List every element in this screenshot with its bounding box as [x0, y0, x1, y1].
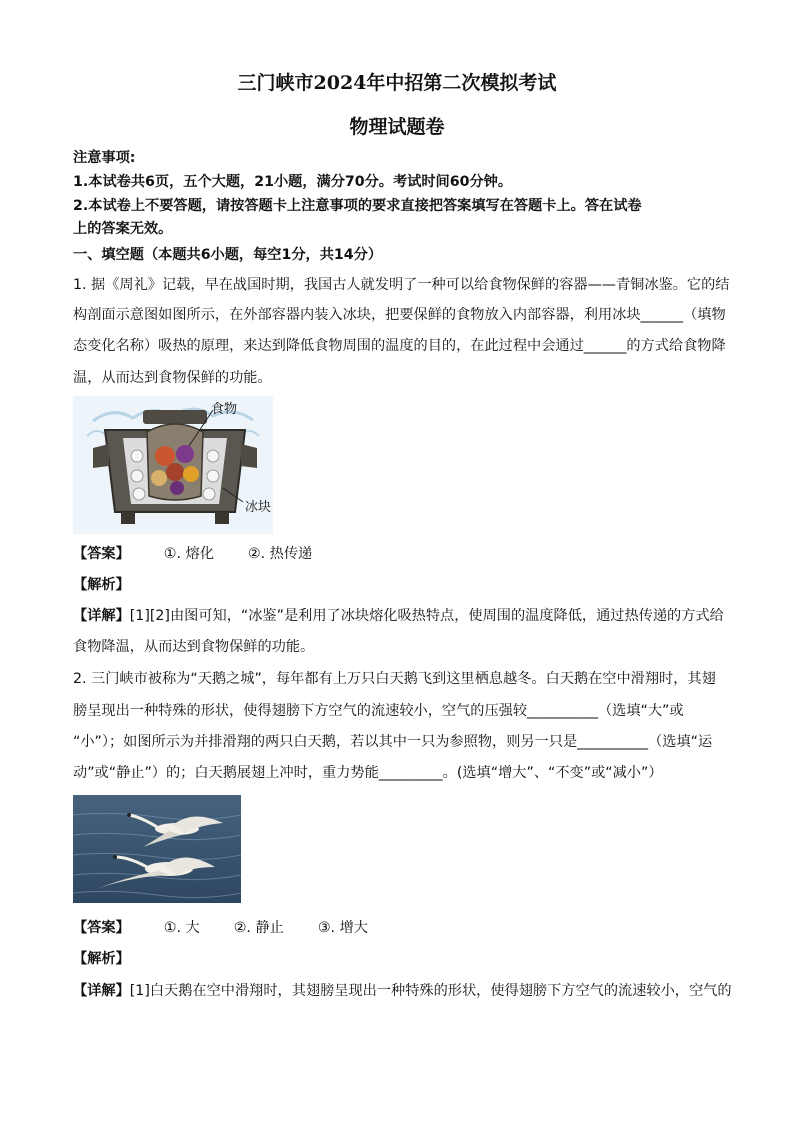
- q1-detail-text-1: [1][2]由图可知，“冰鉴”是利用了冰块熔化吸热特点，使周围的温度降低，通过热传递的方式给: [129, 608, 724, 624]
- q2-detail-text-1: [1]白天鹅在空中滑翔时，其翅膀呈现出一种特殊的形状，使得翅膀下方空气的流速较小，空气的: [129, 983, 732, 999]
- q2-answer-row: [73, 918, 733, 938]
- q2-line-1: 2. 三门峡市被称为“天鹅之城”，每年都有上万只白天鹅飞到这里栖息越冬。白天鹅在空中滑翔时，其翅: [73, 671, 716, 687]
- two-swans-flying-illustration: [73, 795, 241, 903]
- q1-answer-1: ①. 熔化: [163, 546, 214, 562]
- answer-tag: 【答案】: [73, 546, 130, 562]
- q2-line-4: 动”或“静止”）的；白天鹅展翅上冲时，重力势能_________。(选填“增大”、“不变”或“减小”）: [73, 765, 663, 781]
- exam-title: 三门峡市2024年中招第二次模拟考试: [237, 72, 557, 94]
- q2-answer-2: ②. 静止: [233, 920, 284, 936]
- q2-answer-1: ①. 大: [163, 920, 200, 936]
- q1-line-1: 1. 据《周礼》记载，早在战国时期，我国古人就发明了一种可以给食物保鲜的容器——青铜冰鉴。它的结: [73, 277, 730, 293]
- q1-detail-line-1: [73, 606, 733, 626]
- exam-subtitle: 物理试题卷: [349, 116, 445, 138]
- notes-item-2-line-1: 2.本试卷上不要答题，请按答题卡上注意事项的要求直接把答案填写在答题卡上。答在试卷: [73, 198, 642, 214]
- q1-detail-line-2: 食物降温，从而达到食物保鲜的功能。: [73, 639, 315, 655]
- q1-line-4: 温，从而达到食物保鲜的功能。: [73, 370, 272, 386]
- q1-line-3: 态变化名称）吸热的原理，来达到降低食物周围的温度的目的，在此过程中会通过______的方式给食物降: [73, 338, 726, 354]
- swans-photo: [73, 795, 241, 903]
- detail-tag: 【详解】: [73, 608, 130, 624]
- q1-line-2: 构剖面示意图如图所示，在外部容器内装入冰块，把要保鲜的食物放入内部容器，利用冰块______（填物: [73, 307, 726, 323]
- notes-item-1: 1.本试卷共6页，五个大题，21小题，满分70分。考试时间60分钟。: [73, 174, 513, 190]
- notes-heading: 注意事项:: [73, 150, 136, 166]
- answer-tag: 【答案】: [73, 920, 130, 936]
- bronze-ice-vessel-figure: [73, 396, 273, 534]
- q2-line-3: “小”）；如图所示为并排滑翔的两只白天鹅，若以其中一只为参照物，则另一只是__________（选填“运: [73, 734, 713, 750]
- q1-answer-row: [73, 544, 733, 564]
- q2-detail-line-1: [73, 981, 733, 1001]
- section-heading: 一、填空题（本题共6小题，每空1分，共14分）: [73, 247, 383, 263]
- q1-analysis-tag: 【解析】: [73, 577, 130, 593]
- q1-answer-2: ②. 热传递: [247, 546, 313, 562]
- q2-answer-3: ③. 增大: [317, 920, 368, 936]
- figure-label-food: 食物: [211, 402, 238, 417]
- detail-tag: 【详解】: [73, 983, 130, 999]
- bronze-ice-vessel-illustration: [73, 396, 273, 534]
- q2-line-2: 膀呈现出一种特殊的形状，使得翅膀下方空气的流速较小，空气的压强较__________（选填“大”或: [73, 703, 684, 719]
- figure-label-ice: 冰块: [245, 500, 272, 515]
- notes-item-2-line-2: 上的答案无效。: [73, 221, 173, 237]
- q2-analysis-tag: 【解析】: [73, 951, 130, 967]
